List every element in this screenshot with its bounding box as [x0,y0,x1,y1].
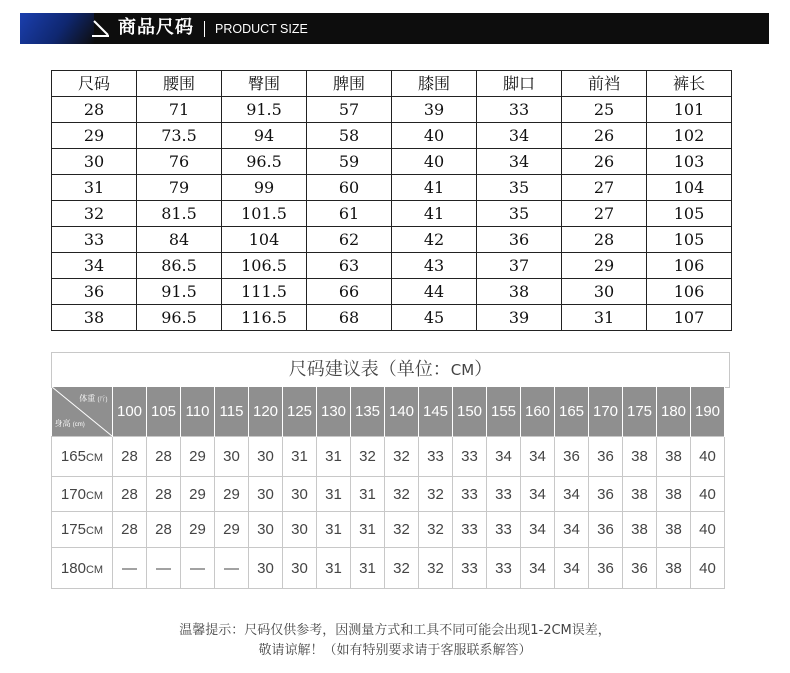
table-cell: 116.5 [222,305,307,331]
size-cell: 29 [215,477,249,512]
size-table-header-cell: 腰围 [137,71,222,97]
size-table-header-row [52,71,732,97]
size-cell: 30 [215,437,249,477]
table-cell: 99 [222,175,307,201]
size-cell: 34 [555,548,589,589]
size-cell: 30 [249,548,283,589]
weight-header-cell: 180 [657,387,691,437]
size-cell: 40 [691,512,725,548]
table-cell: 60 [307,175,392,201]
size-cell: 32 [385,437,419,477]
height-label-cell: 170CM [52,477,113,512]
table-cell: 36 [52,279,137,305]
table-cell: 91.5 [222,97,307,123]
table-cell: 43 [392,253,477,279]
table-cell: 40 [392,149,477,175]
banner-accent [20,13,94,44]
weight-header-cell: 120 [249,387,283,437]
size-cell: 31 [317,477,351,512]
recommendation-title: 尺码建议表（单位：CM） [51,352,730,388]
table-cell: 41 [392,175,477,201]
table-row [52,123,732,149]
table-row [52,279,732,305]
size-cell: 32 [419,477,453,512]
size-cell: 28 [147,512,181,548]
size-cell: 29 [215,512,249,548]
table-cell: 33 [477,97,562,123]
size-table-header-cell: 裤长 [647,71,732,97]
arrow-down-right-icon [90,17,112,39]
size-cell: 29 [181,512,215,548]
table-cell: 106.5 [222,253,307,279]
table-cell: 27 [562,201,647,227]
table-cell: 27 [562,175,647,201]
table-cell: 84 [137,227,222,253]
recommendation-table [51,387,725,589]
table-cell: 39 [392,97,477,123]
table-cell: 58 [307,123,392,149]
weight-header-cell: 140 [385,387,419,437]
size-table-header-cell: 脾围 [307,71,392,97]
table-cell: 45 [392,305,477,331]
table-row [52,477,725,512]
size-cell: 29 [181,437,215,477]
table-cell: 41 [392,201,477,227]
size-cell: 38 [623,512,657,548]
size-cell: 30 [249,512,283,548]
table-row [52,437,725,477]
table-cell: 111.5 [222,279,307,305]
size-cell: 38 [623,437,657,477]
page-title: 商品尺码 [118,17,194,38]
table-cell: 91.5 [137,279,222,305]
size-cell: 32 [385,512,419,548]
table-cell: 79 [137,175,222,201]
size-cell: 33 [453,512,487,548]
table-cell: 96.5 [222,149,307,175]
table-cell: 26 [562,123,647,149]
size-cell: 28 [113,437,147,477]
size-cell: — [113,548,147,589]
size-table-header-cell: 前裆 [562,71,647,97]
table-cell: 34 [477,149,562,175]
table-cell: 63 [307,253,392,279]
size-cell: 36 [623,548,657,589]
size-recommendation [51,352,730,593]
table-cell: 96.5 [137,305,222,331]
table-cell: 94 [222,123,307,149]
table-cell: 106 [647,253,732,279]
table-cell: 31 [52,175,137,201]
size-cell: 34 [555,477,589,512]
table-corner-header [52,387,113,437]
table-cell: 81.5 [137,201,222,227]
table-cell: 57 [307,97,392,123]
size-cell: 40 [691,548,725,589]
weight-header-cell: 160 [521,387,555,437]
weight-header-cell: 175 [623,387,657,437]
size-cell: 32 [351,437,385,477]
size-table-header-cell: 脚口 [477,71,562,97]
size-cell: 31 [317,548,351,589]
table-cell: 40 [392,123,477,149]
size-cell: 36 [589,548,623,589]
size-cell: 28 [113,512,147,548]
header-banner [20,13,769,44]
table-row [52,548,725,589]
size-cell: 30 [283,477,317,512]
weight-header-cell: 125 [283,387,317,437]
size-table [51,70,732,331]
size-cell: 33 [487,477,521,512]
note-line-1: 温馨提示：尺码仅供参考，因测量方式和工具不同可能会出现1-2CM误差， [179,623,611,638]
table-cell: 86.5 [137,253,222,279]
table-cell: 104 [647,175,732,201]
table-row [52,97,732,123]
size-cell: 33 [419,437,453,477]
size-cell: 36 [589,512,623,548]
size-cell: 31 [283,437,317,477]
table-cell: 44 [392,279,477,305]
table-cell: 31 [562,305,647,331]
height-label-cell: 165CM [52,437,113,477]
size-cell: 33 [453,437,487,477]
size-cell: 28 [147,437,181,477]
weight-header-cell: 110 [181,387,215,437]
weight-header-cell: 165 [555,387,589,437]
weight-header-cell: 145 [419,387,453,437]
table-cell: 28 [562,227,647,253]
size-cell: 30 [283,512,317,548]
height-label-cell: 180CM [52,548,113,589]
size-cell: 33 [487,548,521,589]
table-cell: 103 [647,149,732,175]
table-cell: 29 [562,253,647,279]
size-cell: 33 [453,477,487,512]
weight-header-cell: 170 [589,387,623,437]
size-cell: 33 [453,548,487,589]
weight-header-cell: 105 [147,387,181,437]
table-cell: 30 [52,149,137,175]
table-cell: 35 [477,201,562,227]
size-cell: 33 [487,512,521,548]
height-axis-label: 身高 (cm) [54,419,85,428]
size-cell: 34 [521,548,555,589]
table-cell: 71 [137,97,222,123]
size-table-header-cell: 尺码 [52,71,137,97]
table-cell: 34 [52,253,137,279]
size-cell: 30 [249,477,283,512]
size-cell: 40 [691,477,725,512]
weight-header-cell: 155 [487,387,521,437]
weight-header-cell: 130 [317,387,351,437]
table-row [52,512,725,548]
size-cell: 32 [419,548,453,589]
size-cell: 31 [351,477,385,512]
size-table-header-cell: 臀围 [222,71,307,97]
size-cell: 34 [521,512,555,548]
size-cell: 31 [317,512,351,548]
table-row [52,305,732,331]
size-cell: 30 [283,548,317,589]
table-cell: 30 [562,279,647,305]
table-cell: 38 [477,279,562,305]
size-cell: 34 [521,477,555,512]
table-cell: 104 [222,227,307,253]
size-cell: 38 [657,437,691,477]
table-cell: 61 [307,201,392,227]
table-cell: 32 [52,201,137,227]
height-label-cell: 175CM [52,512,113,548]
title-divider [204,21,205,37]
table-cell: 36 [477,227,562,253]
size-cell: 38 [657,512,691,548]
weight-header-cell: 150 [453,387,487,437]
size-cell: 36 [555,437,589,477]
table-cell: 101.5 [222,201,307,227]
table-cell: 101 [647,97,732,123]
size-cell: 31 [317,437,351,477]
table-cell: 25 [562,97,647,123]
table-cell: 105 [647,201,732,227]
size-cell: 31 [351,548,385,589]
size-cell: 34 [555,512,589,548]
size-cell: — [215,548,249,589]
table-cell: 29 [52,123,137,149]
size-cell: 29 [181,477,215,512]
size-cell: 34 [487,437,521,477]
weight-header-cell: 100 [113,387,147,437]
table-row [52,227,732,253]
table-cell: 26 [562,149,647,175]
size-cell: 38 [623,477,657,512]
size-cell: 32 [385,548,419,589]
table-cell: 59 [307,149,392,175]
size-cell: — [181,548,215,589]
table-row [52,175,732,201]
size-cell: 32 [385,477,419,512]
size-cell: 38 [657,477,691,512]
table-cell: 28 [52,97,137,123]
table-row [52,201,732,227]
table-cell: 73.5 [137,123,222,149]
size-table-header-cell: 膝围 [392,71,477,97]
size-cell: 34 [521,437,555,477]
weight-axis-label: 体重 (斤) [79,394,108,403]
table-cell: 66 [307,279,392,305]
table-cell: 35 [477,175,562,201]
table-cell: 106 [647,279,732,305]
size-cell: 31 [351,512,385,548]
size-cell: 28 [113,477,147,512]
table-cell: 68 [307,305,392,331]
size-cell: 36 [589,437,623,477]
size-cell: — [147,548,181,589]
table-cell: 33 [52,227,137,253]
note-line-2: 敬请谅解！（如有特别要求请于客服联系解答） [258,643,532,658]
table-cell: 102 [647,123,732,149]
table-cell: 105 [647,227,732,253]
size-cell: 40 [691,437,725,477]
table-cell: 42 [392,227,477,253]
size-cell: 28 [147,477,181,512]
table-cell: 38 [52,305,137,331]
weight-header-cell: 135 [351,387,385,437]
weight-header-cell: 115 [215,387,249,437]
table-cell: 62 [307,227,392,253]
table-cell: 39 [477,305,562,331]
weight-header-cell: 190 [691,387,725,437]
table-cell: 76 [137,149,222,175]
size-cell: 30 [249,437,283,477]
size-cell: 38 [657,548,691,589]
table-cell: 34 [477,123,562,149]
table-cell: 37 [477,253,562,279]
size-cell: 36 [589,477,623,512]
table-row [52,253,732,279]
table-cell: 107 [647,305,732,331]
size-cell: 32 [419,512,453,548]
table-row [52,149,732,175]
page-subtitle: PRODUCT SIZE [215,22,308,36]
